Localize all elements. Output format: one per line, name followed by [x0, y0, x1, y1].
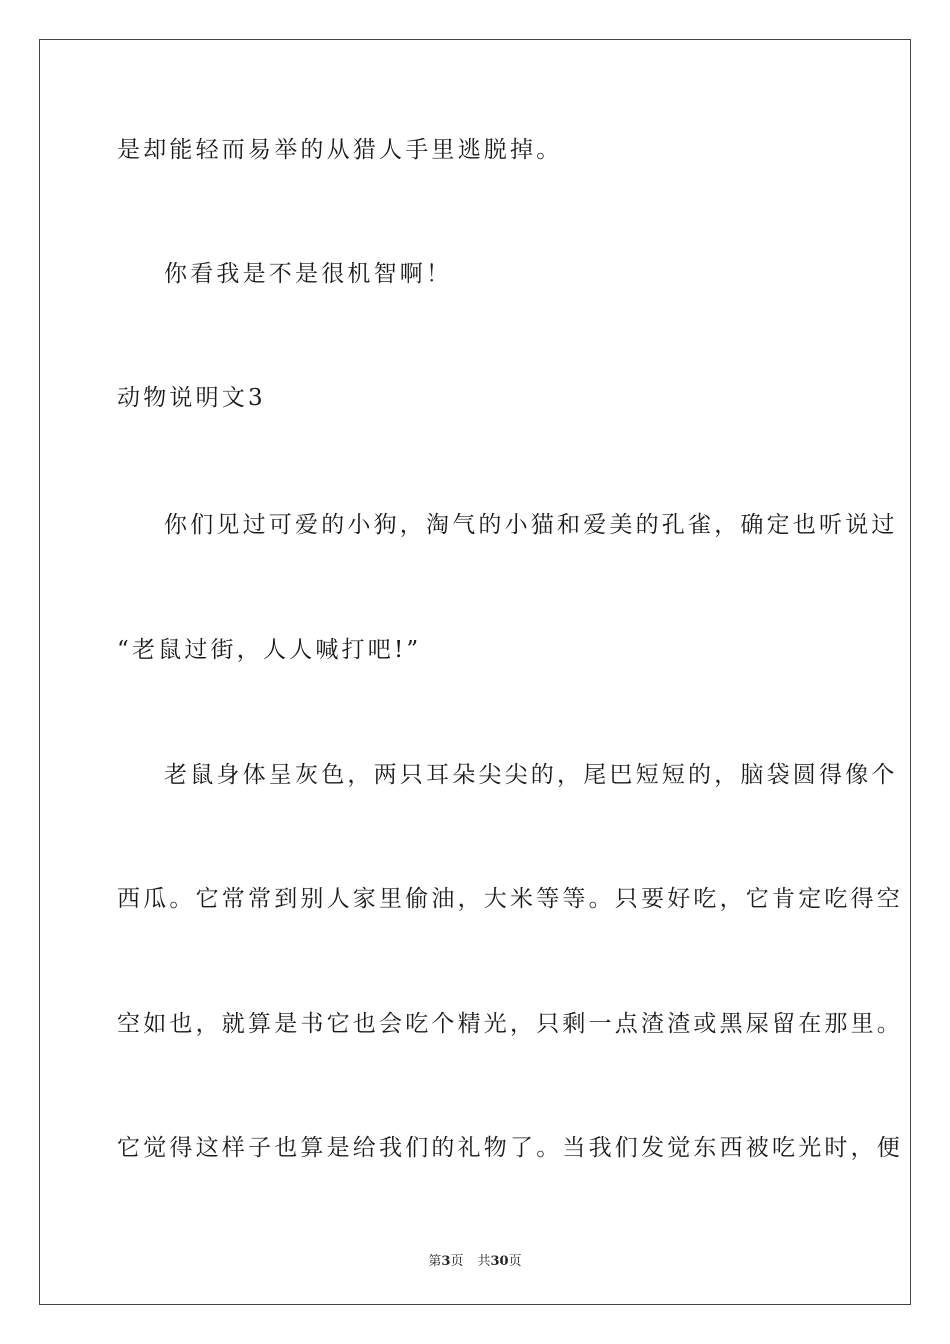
section-heading: 动物说明文3	[117, 385, 266, 411]
page-suffix: 页	[450, 1254, 464, 1269]
paragraph-2-line-4: 它觉得这样子也算是给我们的礼物了。当我们发觉东西被吃光时，便	[117, 1135, 903, 1161]
paragraph-2-line-2: 西瓜。它常常到别人家里偷油，大米等等。只要好吃，它肯定吃得空	[117, 886, 903, 912]
paragraph-2-line-3: 空如也，就算是书它也会吃个精光，只剩一点渣渣或黑屎留在那里。	[117, 1011, 903, 1037]
page-border	[39, 39, 911, 1305]
paragraph-1-line-1: 你们见过可爱的小狗，淘气的小猫和爱美的孔雀，确定也听说过	[164, 512, 898, 538]
page-number: 3	[441, 1254, 451, 1269]
paragraph-1-line-2: “老鼠过街，人人喊打吧!”	[117, 637, 422, 663]
total-prefix: 共	[477, 1254, 491, 1269]
page-footer	[0, 1250, 950, 1269]
text-line-continuation: 是却能轻而易举的从猎人手里逃脱掉。	[117, 137, 563, 163]
total-suffix: 页	[508, 1254, 522, 1269]
text-line-exclamation: 你看我是不是很机智啊！	[164, 261, 453, 287]
page-prefix: 第	[428, 1254, 442, 1269]
total-pages: 30	[490, 1254, 509, 1269]
paragraph-2-line-1: 老鼠身体呈灰色，两只耳朵尖尖的，尾巴短短的，脑袋圆得像个	[164, 762, 898, 788]
